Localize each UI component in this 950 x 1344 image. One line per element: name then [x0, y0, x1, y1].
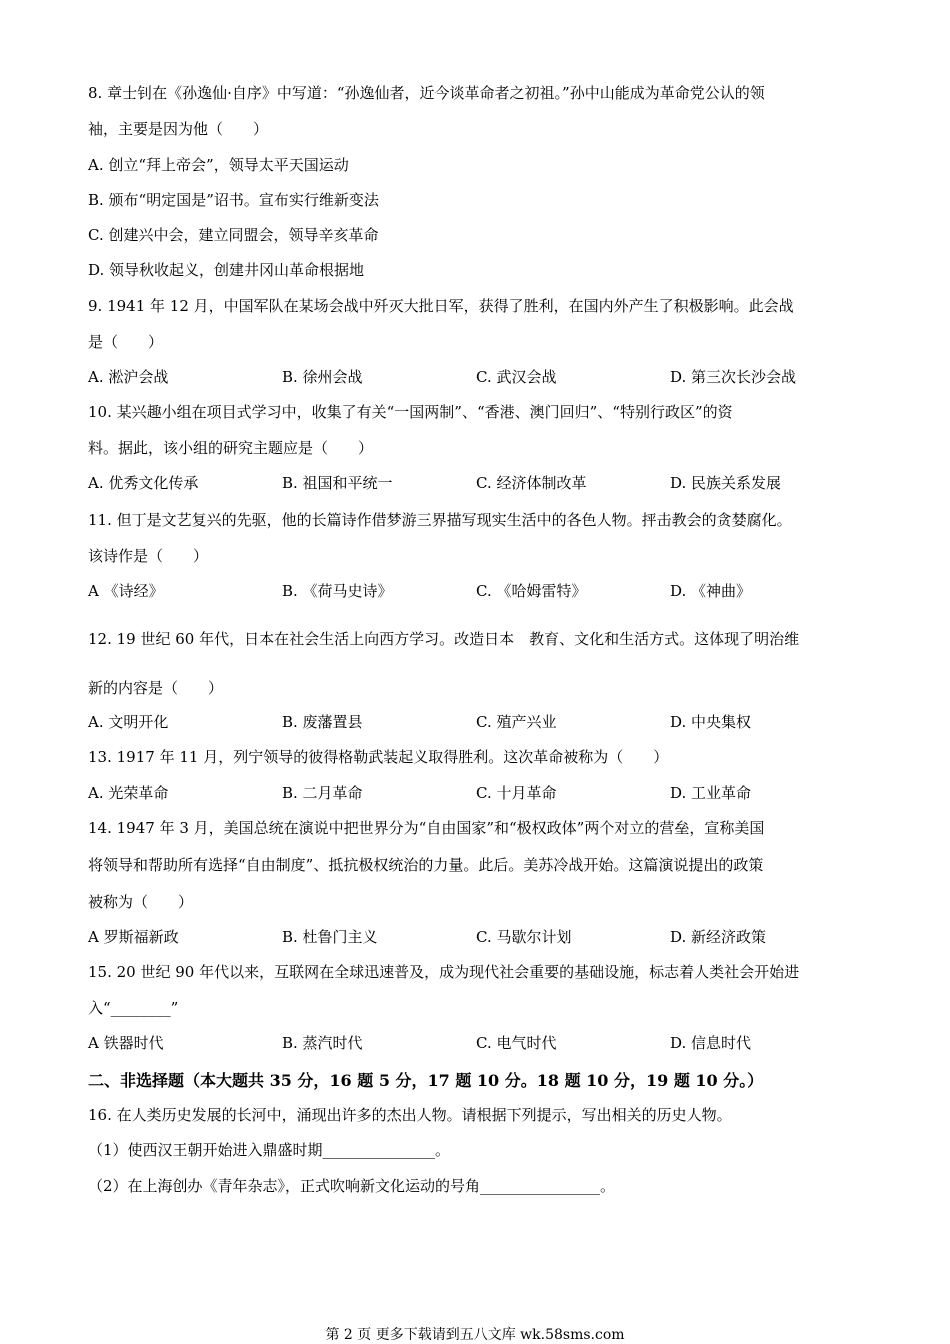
q9-option-c: C. 武汉会战 [476, 368, 557, 386]
q13-option-d: D. 工业革命 [670, 784, 752, 802]
q8-stem-line2: 袖，主要是因为他（ ） [88, 120, 269, 138]
q13-stem: 13. 1917 年 11 月，列宁领导的彼得格勒武装起义取得胜利。这次革命被称为（ ） [88, 748, 669, 766]
q14-stem-line3: 被称为（ ） [88, 893, 194, 911]
q10-option-a: A. 优秀文化传承 [88, 474, 199, 492]
q15-stem-line2: 入“________” [88, 999, 179, 1017]
q12-stem-line2: 新的内容是（ ） [88, 679, 224, 697]
q16-sub2: （2）在上海创办《青年杂志》，正式吹响新文化运动的号角________________。 [88, 1177, 616, 1195]
q15-option-b: B. 蒸汽时代 [282, 1034, 363, 1052]
q15-stem-line1: 15. 20 世纪 90 年代以来，互联网在全球迅速普及，成为现代社会重要的基础设施，标志着人类社会开始进 [88, 963, 800, 981]
q8-option-a: A. 创立“拜上帝会”，领导太平天国运动 [88, 156, 349, 174]
q12-option-a: A. 文明开化 [88, 713, 169, 731]
q10-option-c: C. 经济体制改革 [476, 474, 587, 492]
q14-option-c: C. 马歇尔计划 [476, 928, 572, 946]
q15-option-a: A 铁器时代 [88, 1034, 164, 1052]
q14-option-d: D. 新经济政策 [670, 928, 767, 946]
q11-option-d: D. 《神曲》 [670, 582, 752, 600]
q9-option-a: A. 淞沪会战 [88, 368, 169, 386]
q16-stem: 16. 在人类历史发展的长河中，涌现出许多的杰出人物。请根据下列提示，写出相关的历史人物。 [88, 1106, 732, 1124]
q10-option-b: B. 祖国和平统一 [282, 474, 393, 492]
q11-option-a: A 《诗经》 [88, 582, 164, 600]
q9-stem-line1: 9. 1941 年 12 月，中国军队在某场会战中歼灭大批日军，获得了胜利，在国内外产生了积极影响。此会战 [88, 297, 794, 315]
q13-option-b: B. 二月革命 [282, 784, 363, 802]
q14-stem-line1: 14. 1947 年 3 月，美国总统在演说中把世界分为“自由国家”和“极权政体”两个对立的营垒，宣称美国 [88, 819, 765, 837]
q10-stem-line2: 料。据此，该小组的研究主题应是（ ） [88, 439, 374, 457]
q13-option-a: A. 光荣革命 [88, 784, 169, 802]
q8-stem-line1: 8. 章士钊在《孙逸仙·自序》中写道：“孙逸仙者，近今谈革命者之初祖。”孙中山能成为革命党公认的领 [88, 84, 765, 102]
q12-stem-line1: 12. 19 世纪 60 年代，日本在社会生活上向西方学习。改造日本 教育、文化和生活方式。这体现了明治维 [88, 630, 800, 648]
q13-option-c: C. 十月革命 [476, 784, 557, 802]
page-footer: 第 2 页 更多下载请到五八文库 wk.58sms.com [325, 1327, 625, 1343]
q8-option-d: D. 领导秋收起义，创建井冈山革命根据地 [88, 261, 365, 279]
q11-option-b: B. 《荷马史诗》 [282, 582, 393, 600]
q16-sub1: （1）使西汉王朝开始进入鼎盛时期_______________。 [88, 1141, 451, 1159]
q8-option-b: B. 颁布“明定国是”诏书。宣布实行维新变法 [88, 191, 379, 209]
q9-stem-line2: 是（ ） [88, 333, 164, 351]
q11-stem-line1: 11. 但丁是文艺复兴的先驱，他的长篇诗作借梦游三界描写现实生活中的各色人物。抨击教会的贪婪腐化。 [88, 511, 792, 529]
q10-option-d: D. 民族关系发展 [670, 474, 782, 492]
q9-option-d: D. 第三次长沙会战 [670, 368, 797, 386]
q14-option-b: B. 杜鲁门主义 [282, 928, 378, 946]
q12-option-b: B. 废藩置县 [282, 713, 363, 731]
q11-stem-line2: 该诗作是（ ） [88, 547, 209, 565]
q14-option-a: A 罗斯福新政 [88, 928, 179, 946]
q12-option-d: D. 中央集权 [670, 713, 752, 731]
q11-option-c: C. 《哈姆雷特》 [476, 582, 587, 600]
q12-option-c: C. 殖产兴业 [476, 713, 557, 731]
section2-heading: 二、非选择题（本大题共 35 分，16 题 5 分，17 题 10 分。18 题 10 分，19 题 10 分。） [88, 1071, 764, 1090]
q15-option-c: C. 电气时代 [476, 1034, 557, 1052]
q14-stem-line2: 将领导和帮助所有选择“自由制度”、抵抗极权统治的力量。此后。美苏冷战开始。这篇演说提出的政策 [88, 856, 764, 874]
q8-option-c: C. 创建兴中会，建立同盟会，领导辛亥革命 [88, 226, 379, 244]
q10-stem-line1: 10. 某兴趣小组在项目式学习中，收集了有关“一国两制”、“香港、澳门回归”、“特别行政区”的资 [88, 403, 733, 421]
q9-option-b: B. 徐州会战 [282, 368, 363, 386]
q15-option-d: D. 信息时代 [670, 1034, 752, 1052]
